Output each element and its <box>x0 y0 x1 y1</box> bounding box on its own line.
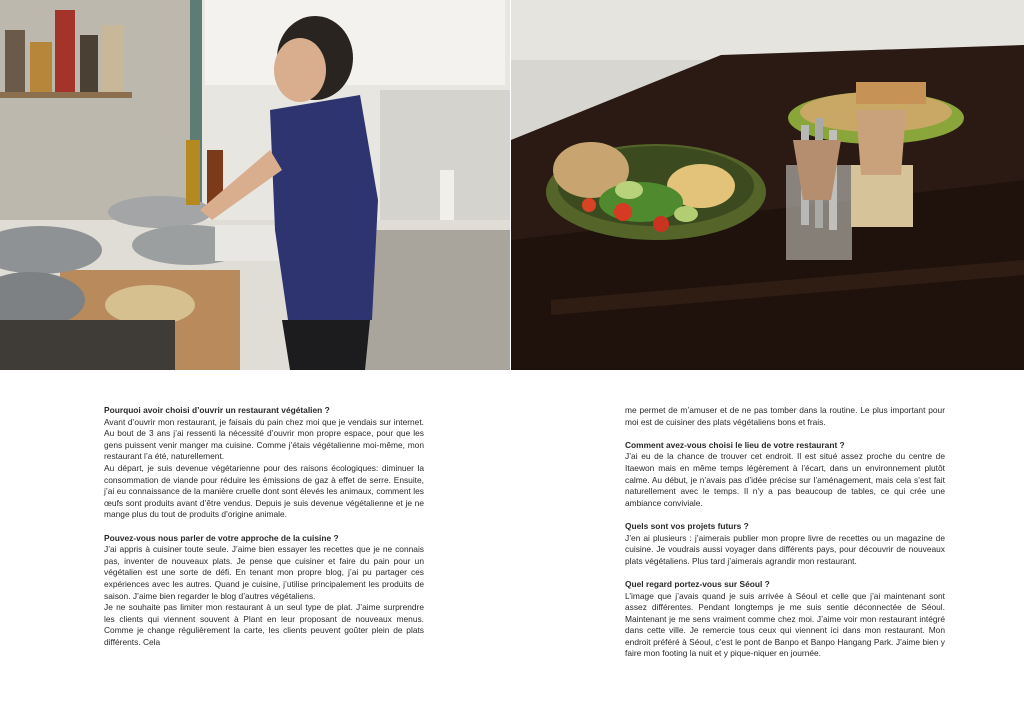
paragraph-gap <box>104 521 424 533</box>
kitchen-photo-illustration <box>0 0 510 370</box>
question-heading: Pouvez-vous nous parler de votre approche de la cuisine ? <box>104 532 339 543</box>
food-photo <box>511 0 1024 370</box>
answer-paragraph: Au départ, je suis devenue végétarienne pour des raisons écologiques: diminuer la consommation de viande pour réduire les émissions de gaz à effet de serre. Ensuite, j’ai eu connaissance de la manière cruelle dont sont élevés les animaux, comment les œufs sont produits avant d’être vendus. Depuis je suis devenue végétalienne et je ne mange plus du tout de produits d’origine animale. <box>104 462 424 520</box>
answer-paragraph: J’en ai plusieurs : j’aimerais publier mon propre livre de recettes ou un magazine de cuisine. Je voudrais aussi voyager dans différents pays, pour découvrir de nouveaux plats végétaliens. Plus tard j’aimerais agrandir mon restaurant. <box>625 532 945 566</box>
answer-paragraph: me permet de m’amuser et de ne pas tomber dans la routine. Le plus important pour moi est de cuisiner des plats végétaliens bons et frais. <box>625 405 945 427</box>
answer-paragraph: L’image que j’avais quand je suis arrivée à Séoul et celle que j’ai maintenant sont assez différentes. Pendant longtemps je me suis sentie déconnectée de Séoul. Maintenant je me sens vraiment comme chez moi. J’aime voir mon restaurant intégré dans cette ville. Je remercie tous ceux qui viennent ici dans mon restaurant. Mon endroit préféré à Séoul, c’est le pont de Banpo et Banpo Hangang Park. J’aime bien y faire mon footing la nuit et y pique-niquer en journée. <box>625 590 945 659</box>
paragraph-gap <box>625 509 945 521</box>
answer-paragraph: Avant d’ouvrir mon restaurant, je faisais du pain chez moi que je vendais sur internet. Au bout de 3 ans j’ai ressenti la nécessité d’ouvrir mon propre espace, pour que les gens puissent venir manger ma cuisine. Comme j’étais végétalienne moi-même, mon restaurant l’a été, naturellement. <box>104 416 424 462</box>
paragraph-gap <box>625 567 945 579</box>
answer-paragraph: J’ai eu de la chance de trouver cet endroit. Il est situé assez proche du centre de Itaewon mais en même temps légèrement à l’écart, dans un environnement plutôt calme. Au début, je n’avais pas d’idée précise sur l’aménagement, mais cela s’est fait naturellement avec le temps. Il n’y a pas beaucoup de tables, ce qui crée une ambiance conviviale. <box>625 451 945 508</box>
question-heading: Comment avez-vous choisi le lieu de votre restaurant ? <box>625 439 845 450</box>
kitchen-photo <box>0 0 510 370</box>
question-heading: Pourquoi avoir choisi d’ouvrir un restaurant végétalien ? <box>104 405 330 415</box>
answer-paragraph: J’ai appris à cuisiner toute seule. J’aime bien essayer les recettes que je ne connais pas, inventer de nouveaux plats. Je pense que cuisiner et faire du pain pour un végétalien est une sorte de défi. En tenant mon propre blog, j’ai pu partager ces expériences avec les autres. Quand je cuisine, j’utilise principalement les produits de saison. J’aime bien regarder le blog d’autres végétaliens. <box>104 544 424 601</box>
question-heading: Quel regard portez-vous sur Séoul ? <box>625 578 770 589</box>
paragraph-gap <box>625 428 945 440</box>
article-column-left <box>104 405 424 648</box>
answer-paragraph: Je ne souhaite pas limiter mon restaurant à un seul type de plat. J’aime surprendre les clients qui viennent souvent à Plant en leur proposant de nouveaux menus. Comme je change régulièrement la carte, les clients peuvent goûter plein de plats différents. Cela <box>104 602 424 647</box>
food-photo-illustration <box>511 0 1024 370</box>
article-column-right <box>625 405 945 660</box>
question-heading: Quels sont vos projets futurs ? <box>625 520 749 531</box>
